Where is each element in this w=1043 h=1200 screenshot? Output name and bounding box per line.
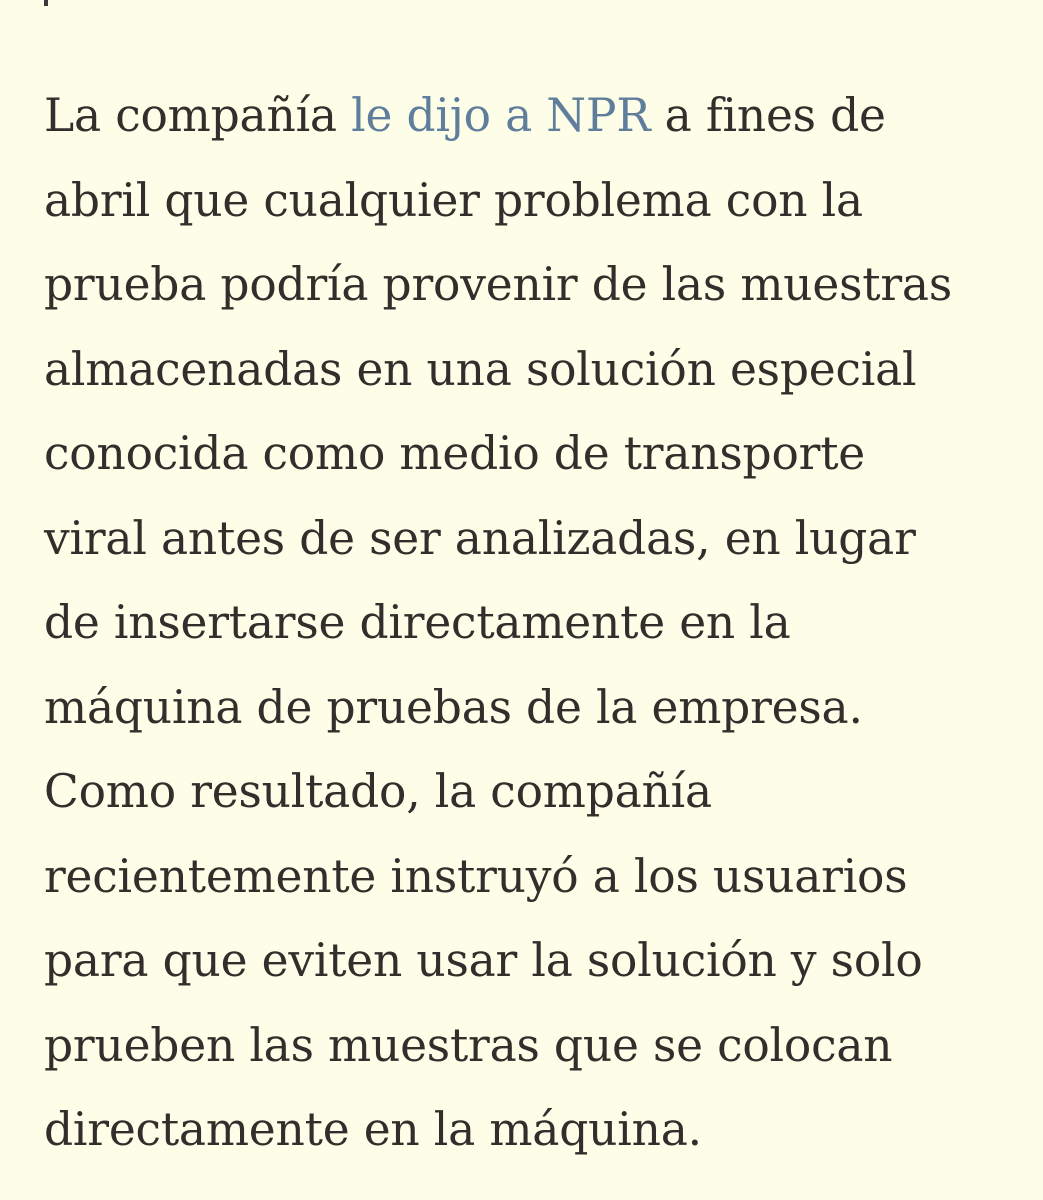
- paragraph-line-9: Como resultado, la compañía: [44, 765, 712, 818]
- paragraph-line-8: máquina de pruebas de la empresa.: [44, 680, 863, 734]
- paragraph-line-10: recientemente instruyó a los usuarios: [44, 849, 908, 903]
- paragraph-line-12: prueben las muestras que se colocan: [44, 1018, 893, 1072]
- paragraph-line-13: directamente en la máquina.: [44, 1103, 702, 1156]
- article-paragraph: [44, 74, 1024, 1173]
- top-edge-mark: [44, 0, 48, 6]
- npr-link[interactable]: le dijo a NPR: [351, 89, 651, 142]
- paragraph-line-6: viral antes de ser analizadas, en lugar: [44, 511, 916, 565]
- paragraph-line-4: almacenadas en una solución especial: [44, 342, 917, 396]
- paragraph-line-7: de insertarse directamente en la: [44, 596, 791, 649]
- paragraph-line-11: para que eviten usar la solución y solo: [44, 934, 923, 987]
- paragraph-line-5: conocida como medio de transporte: [44, 427, 866, 480]
- paragraph-line-2: abril que cualquier problema con la: [44, 173, 863, 227]
- paragraph-line-3: prueba podría provenir de las muestras: [44, 258, 952, 311]
- line-1-text-before-link: La compañía: [44, 89, 352, 142]
- paragraph-line-1: [44, 74, 1024, 159]
- line-1-text-after-link: a fines de: [650, 89, 886, 142]
